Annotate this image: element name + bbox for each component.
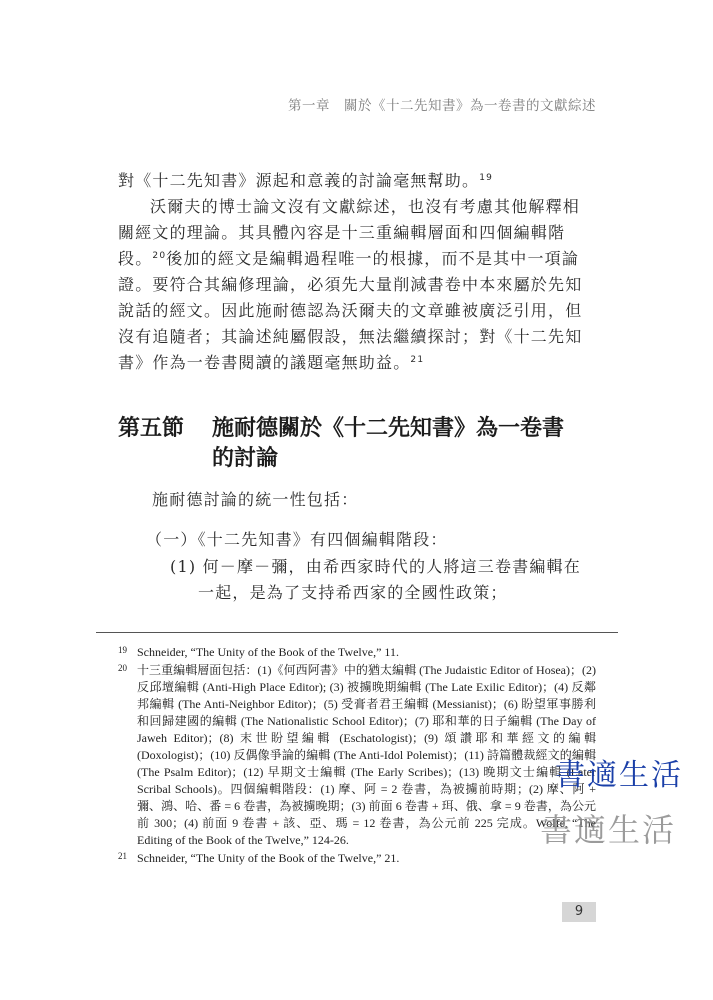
footnote <box>118 644 596 661</box>
section-number: 第五節 <box>118 416 185 441</box>
footnote-ref: 19 <box>479 173 494 183</box>
footnotes <box>118 644 596 868</box>
paragraph <box>118 194 596 376</box>
page-number: 9 <box>562 902 596 922</box>
footnote-text: Schneider, “The Unity of the Book of the Twelve,” 21. <box>137 851 400 865</box>
paragraph-continuation <box>118 168 596 194</box>
section-heading <box>118 414 564 474</box>
footnote-ref: 20 <box>152 251 167 261</box>
footnote-text: 十三重編輯層面包括：(1)《何西阿書》中的猶太編輯 (The Judaistic Editor of Hosea)；(2) 反邱壇編輯 (Anti-High Place Editor); (3) 被擄晚期編輯 (The Late Exilic Editor)；(4) 反鄰邦編輯 (The Anti-Neighbor Editor)；(5) 受膏者君王編輯 (Messianist)；(6) 盼望軍事勝利和回歸建國的編輯 (The Nationalistic School Editor)；(7) 耶和華的日子編輯 (The Day of Jaweh Editor)；(8) 末世盼望編輯 (Eschatologist)；(9) 頌讚耶和華經文的編輯 (Doxologist)；(10) 反偶像爭論的編輯 (The Anti-Idol Polemist)；(11) 詩篇體裁經文的編輯 (The Psalm Editor)；(12) 早期文士編輯 (The Early Scribes)；(13) 晚期文士編輯 (Later Scribal Schools)。四個編輯階段：(1) 摩、阿 = 2 卷書，為被擄前時期；(2) 摩、阿 + 彌、鴻、哈、番 = 6 卷書，為被擄晚期；(3) 前面 6 卷書 + 珥、俄、拿 = 9 卷書，為公元前 300；(4) 前面 9 卷書 + 該、亞、瑪 = 12 卷書，為公元前 225 完成。Wolfe, “The Editing of the Book of the Twelve,” 124-26. <box>137 663 596 847</box>
paragraph-text: 後加的經文是編輯過程唯一的根據，而不是其中一項論證。要符合其編修理論，必須先大量削減書卷中本來屬於先知說話的經文。因此施耐德認為沃爾夫的文章雖被廣泛引用，但沒有追隨者；其論述純屬假設，無法繼續探討；對《十二先知書》作為一卷書閱讀的議題毫無助益。 <box>118 249 583 372</box>
watermark-gray: 書適生活 <box>540 811 677 849</box>
footnote-number: 21 <box>118 851 127 861</box>
list-item: （一）《十二先知書》有四個編輯階段： <box>146 530 448 549</box>
footnote <box>118 662 596 849</box>
footnote-divider <box>96 632 618 633</box>
intro-line: 施耐德討論的統一性包括： <box>152 490 359 509</box>
footnote-ref: 21 <box>410 355 425 365</box>
running-head: 第一章 關於《十二先知書》為一卷書的文獻綜述 <box>288 98 596 114</box>
sub-list-item: (1) 何－摩－彌，由希西家時代的人將這三卷書編輯在 <box>170 557 581 576</box>
section-title-continued: 的討論 <box>212 446 279 471</box>
paragraph-text: 對《十二先知書》源起和意義的討論毫無幫助。 <box>118 171 480 190</box>
sub-list-item-continued: 一起，是為了支持希西家的全國性政策； <box>198 583 508 602</box>
body-text <box>118 168 596 376</box>
footnote-number: 19 <box>118 645 127 655</box>
watermark-blue: 書適生活 <box>555 758 683 793</box>
section-title: 施耐德關於《十二先知書》為一卷書 <box>212 416 565 441</box>
footnote-number: 20 <box>118 663 127 673</box>
footnote <box>118 850 596 867</box>
paragraph-text: 沃爾夫的博士論文沒有文獻綜述，也沒有考慮其他解釋相關經文的理論。其具體內容是十三重編輯層面和四個編輯階段。 <box>118 197 581 268</box>
footnote-text: Schneider, “The Unity of the Book of the Twelve,” 11. <box>137 645 399 659</box>
